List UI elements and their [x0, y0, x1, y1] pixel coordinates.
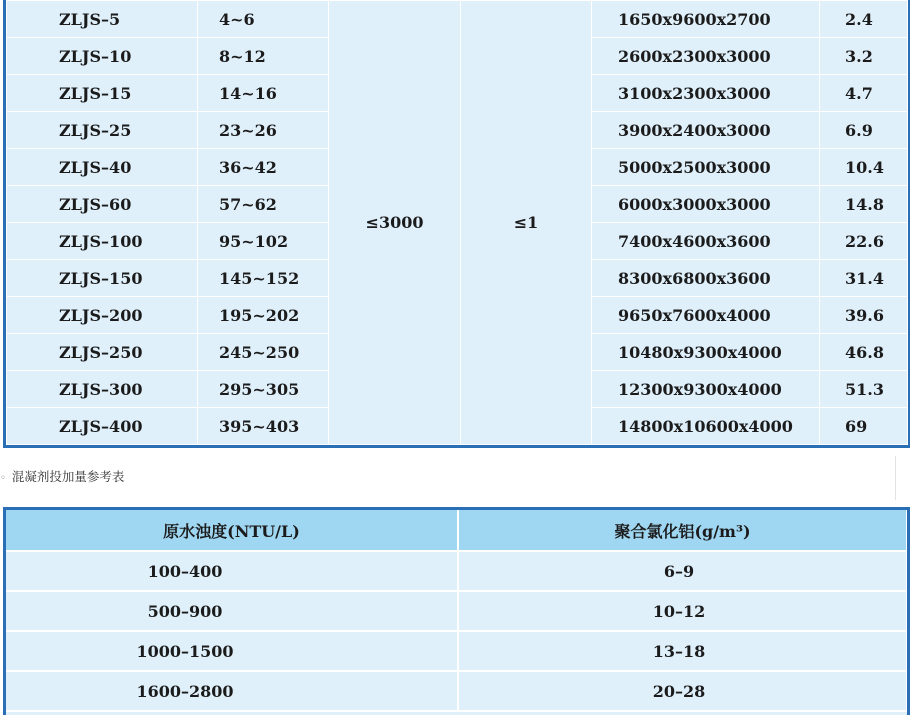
weight-cell: 51.3 — [820, 371, 908, 408]
table-row — [7, 1, 908, 38]
flow-cell: 295~305 — [198, 371, 329, 408]
spec-table-container — [3, 0, 910, 448]
flow-cell: 57~62 — [198, 186, 329, 223]
model-cell: ZLJS–25 — [7, 112, 198, 149]
divider — [895, 456, 896, 500]
pac-dosage-cell: 13–18 — [458, 631, 907, 671]
flow-cell: 145~152 — [198, 260, 329, 297]
caption — [0, 466, 124, 488]
model-cell: ZLJS–100 — [7, 223, 198, 260]
flow-cell: 23~26 — [198, 112, 329, 149]
turbidity-cell: 1000–1500 — [6, 631, 458, 671]
dimensions-cell: 3100x2300x3000 — [592, 75, 820, 112]
weight-cell: 69 — [820, 408, 908, 445]
model-cell: ZLJS–10 — [7, 38, 198, 75]
dimensions-cell: 14800x10600x4000 — [592, 408, 820, 445]
dimensions-cell: 7400x4600x3600 — [592, 223, 820, 260]
spec-table — [6, 0, 908, 445]
model-cell: ZLJS–40 — [7, 149, 198, 186]
turbidity-cell: 100–400 — [6, 551, 458, 591]
flow-cell: 395~403 — [198, 408, 329, 445]
turbidity-in-cell: ≤3000 — [329, 1, 461, 445]
turbidity-cell: 1600–2800 — [6, 671, 458, 711]
weight-cell: 4.7 — [820, 75, 908, 112]
weight-cell: 14.8 — [820, 186, 908, 223]
model-cell: ZLJS–300 — [7, 371, 198, 408]
weight-cell: 10.4 — [820, 149, 908, 186]
flow-cell: 14~16 — [198, 75, 329, 112]
dimensions-cell: 1650x9600x2700 — [592, 1, 820, 38]
model-cell: ZLJS–60 — [7, 186, 198, 223]
dosage-header-row — [6, 510, 907, 551]
weight-cell: 6.9 — [820, 112, 908, 149]
model-cell: ZLJS–150 — [7, 260, 198, 297]
weight-cell: 39.6 — [820, 297, 908, 334]
dimensions-cell: 8300x6800x3600 — [592, 260, 820, 297]
table-row — [6, 591, 907, 631]
pac-dosage-cell: 10–12 — [458, 591, 907, 631]
weight-cell: 22.6 — [820, 223, 908, 260]
table-row — [6, 551, 907, 591]
weight-cell: 3.2 — [820, 38, 908, 75]
flow-cell: 245~250 — [198, 334, 329, 371]
table-row — [6, 631, 907, 671]
dimensions-cell: 6000x3000x3000 — [592, 186, 820, 223]
dimensions-cell: 9650x7600x4000 — [592, 297, 820, 334]
flow-cell: 195~202 — [198, 297, 329, 334]
dimensions-cell: 12300x9300x4000 — [592, 371, 820, 408]
flow-cell: 36~42 — [198, 149, 329, 186]
turbidity-out-cell: ≤1 — [461, 1, 592, 445]
model-cell: ZLJS–5 — [7, 1, 198, 38]
table-row — [6, 671, 907, 711]
header-turbidity: 原水浊度(NTU/L) — [6, 510, 458, 551]
model-cell: ZLJS–400 — [7, 408, 198, 445]
model-cell: ZLJS–15 — [7, 75, 198, 112]
caption-bullet-icon: ◦ — [0, 473, 6, 484]
dosage-table-container — [3, 507, 910, 715]
model-cell: ZLJS–200 — [7, 297, 198, 334]
flow-cell: 8~12 — [198, 38, 329, 75]
pac-dosage-cell: 20–28 — [458, 671, 907, 711]
dimensions-cell: 2600x2300x3000 — [592, 38, 820, 75]
caption-text: 混凝剂投加量参考表 — [11, 469, 125, 484]
turbidity-cell: 500–900 — [6, 591, 458, 631]
weight-cell: 46.8 — [820, 334, 908, 371]
flow-cell: 4~6 — [198, 1, 329, 38]
weight-cell: 31.4 — [820, 260, 908, 297]
dimensions-cell: 10480x9300x4000 — [592, 334, 820, 371]
dimensions-cell: 3900x2400x3000 — [592, 112, 820, 149]
weight-cell: 2.4 — [820, 1, 908, 38]
header-pac: 聚合氯化铝(g/m³) — [458, 510, 907, 551]
pac-dosage-cell: 6–9 — [458, 551, 907, 591]
flow-cell: 95~102 — [198, 223, 329, 260]
dosage-table — [6, 510, 908, 712]
model-cell: ZLJS–250 — [7, 334, 198, 371]
dimensions-cell: 5000x2500x3000 — [592, 149, 820, 186]
